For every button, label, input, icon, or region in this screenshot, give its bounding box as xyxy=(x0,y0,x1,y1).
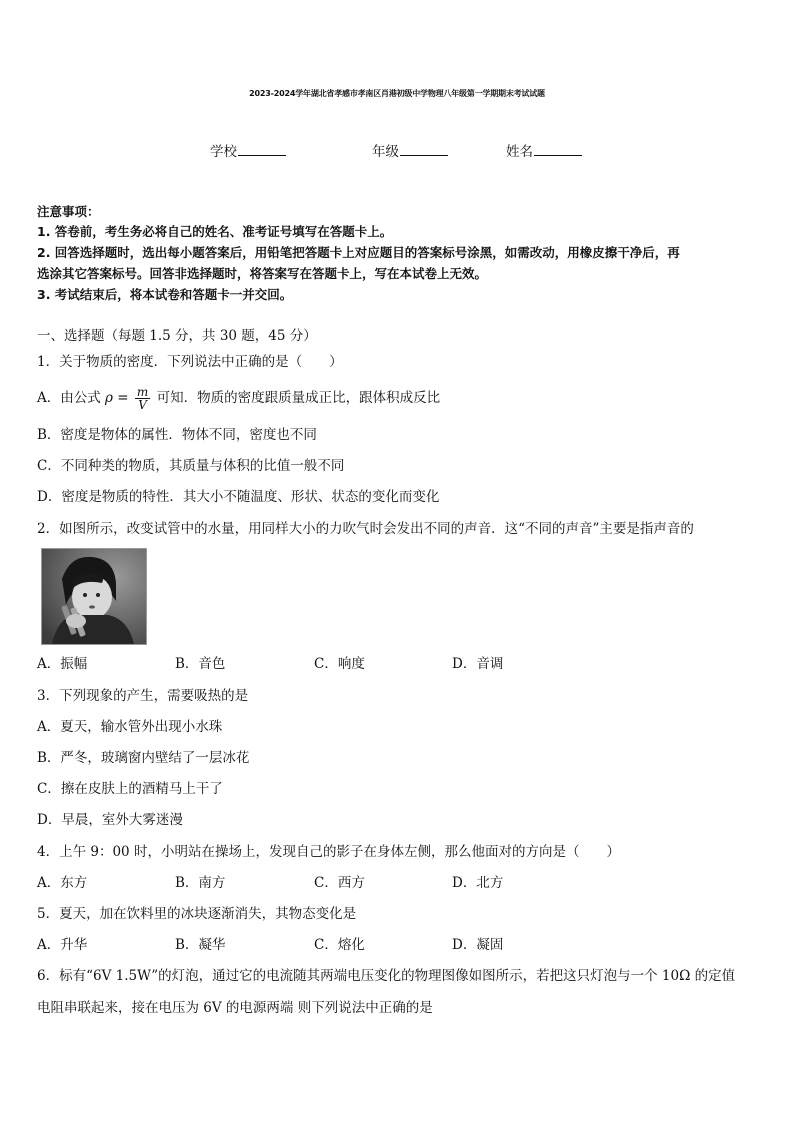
formula-numerator: m xyxy=(136,385,149,399)
q5-option-a: A．升华 xyxy=(37,937,88,953)
q1-option-d: D．密度是物质的特性．其大小不随温度、形状、状态的变化而变化 xyxy=(37,489,440,505)
q5-stem: 5．夏天，加在饮料里的冰块逐渐消失，其物态变化是 xyxy=(37,906,357,922)
school-blank xyxy=(238,143,286,156)
q2-option-a: A．振幅 xyxy=(37,656,88,672)
q2-option-b: B．音色 xyxy=(175,656,226,672)
notice-item-2-cont: 选涂其它答案标号。回答非选择题时，将答案写在答题卡上，写在本试卷上无效。 xyxy=(37,266,488,281)
notice-heading: 注意事项： xyxy=(37,204,100,219)
name-label: 姓名 xyxy=(506,144,533,160)
girl-blowing-test-tube-photo xyxy=(41,548,147,645)
q4-option-b: B．南方 xyxy=(175,875,226,891)
density-formula-lhs: ρ = xyxy=(105,390,129,406)
density-formula-fraction xyxy=(135,386,150,411)
notice-item-3: 3. 考试结束后，将本试卷和答题卡一并交回。 xyxy=(37,287,293,302)
q1-option-b: B．密度是物体的属性．物体不同，密度也不同 xyxy=(37,427,317,443)
q5-option-b: B．凝华 xyxy=(175,937,226,953)
grade-field xyxy=(372,140,448,160)
q4-option-d: D．北方 xyxy=(452,875,504,891)
q1-option-a-suffix: 可知．物质的密度跟质量成正比，跟体积成反比 xyxy=(156,390,441,406)
q1-option-a xyxy=(37,386,440,411)
q4-option-a: A．东方 xyxy=(37,875,88,891)
q2-option-d: D．音调 xyxy=(452,656,504,672)
grade-blank xyxy=(400,143,448,156)
q2-option-c: C．响度 xyxy=(314,656,365,672)
section-heading: 一、选择题（每题 1.5 分，共 30 题，45 分） xyxy=(37,328,317,344)
formula-denominator: V xyxy=(138,398,147,412)
q3-stem: 3．下列现象的产生，需要吸热的是 xyxy=(37,688,249,704)
q3-option-d: D．早晨，室外大雾迷漫 xyxy=(37,812,183,828)
q4-option-c: C．西方 xyxy=(314,875,365,891)
q3-option-b: B．严冬，玻璃窗内壁结了一层冰花 xyxy=(37,750,250,766)
school-field xyxy=(210,140,286,160)
q5-option-d: D．凝固 xyxy=(452,937,504,953)
grade-label: 年级 xyxy=(372,144,399,160)
q3-option-c: C．擦在皮肤上的酒精马上干了 xyxy=(37,781,223,797)
q5-option-c: C．熔化 xyxy=(314,937,365,953)
q1-stem: 1．关于物质的密度．下列说法中正确的是（ ） xyxy=(37,354,343,370)
name-field xyxy=(506,140,582,160)
q1-option-c: C．不同种类的物质，其质量与体积的比值一般不同 xyxy=(37,458,345,474)
school-label: 学校 xyxy=(210,144,237,160)
q3-option-a: A．夏天，输水管外出现小水珠 xyxy=(37,719,223,735)
q1-option-a-prefix: A．由公式 xyxy=(37,390,101,406)
q6-stem-line2: 电阻串联起来，接在电压为 6V 的电源两端 则下列说法中正确的是 xyxy=(37,1000,433,1016)
name-blank xyxy=(534,143,582,156)
exam-title: 2023-2024学年湖北省孝感市孝南区肖港初级中学物理八年级第一学期期末考试试题 xyxy=(249,89,545,98)
q6-stem-line1: 6．标有“6V 1.5W”的灯泡，通过它的电流随其两端电压变化的物理图像如图所示，若把这只灯泡与一个 10Ω 的定值 xyxy=(37,968,736,984)
q4-stem: 4．上午 9：00 时，小明站在操场上，发现自己的影子在身体左侧，那么他面对的方向是（ ） xyxy=(37,844,620,860)
q2-stem: 2．如图所示，改变试管中的水量，用同样大小的力吹气时会发出不同的声音．这“不同的声音”主要是指声音的 xyxy=(37,521,694,537)
notice-item-1: 1. 答卷前，考生务必将自己的姓名、准考证号填写在答题卡上。 xyxy=(37,224,393,239)
notice-item-2: 2. 回答选择题时，选出每小题答案后，用铅笔把答题卡上对应题目的答案标号涂黑，如需改动，用橡皮擦干净后，再 xyxy=(37,245,680,260)
